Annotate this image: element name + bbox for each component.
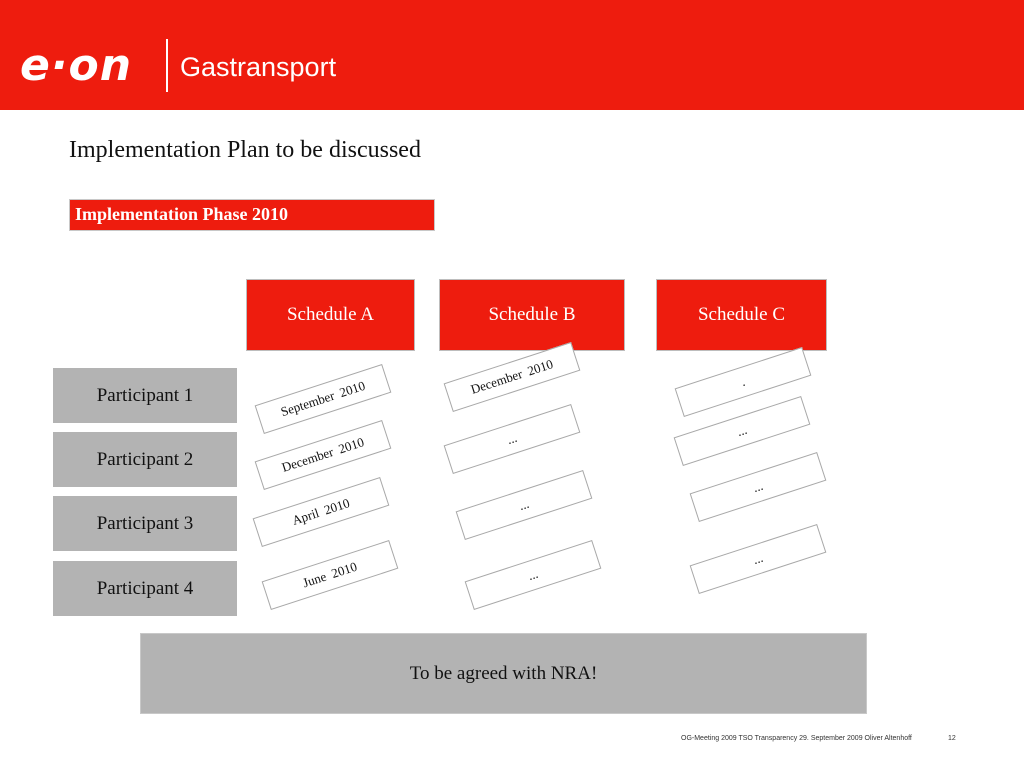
cell-a-1: September 2010: [255, 364, 392, 434]
cell-c-3: ...: [690, 452, 827, 522]
participant-1: Participant 1: [52, 367, 238, 424]
cell-b-2: ...: [444, 404, 581, 474]
cell-c-1: .: [675, 347, 812, 417]
cell-a-2: December 2010: [255, 420, 392, 490]
participant-4: Participant 4: [52, 560, 238, 617]
footer-text: OG-Meeting 2009 TSO Transparency 29. September 2009 Oliver Altenhoff: [681, 735, 912, 742]
brand-name: Gastransport: [180, 52, 337, 82]
schedule-b-header: Schedule B: [439, 279, 625, 351]
logo-divider: [166, 39, 168, 92]
participant-3: Participant 3: [52, 495, 238, 552]
phase-label: Implementation Phase 2010: [75, 204, 288, 224]
page-number: 12: [948, 735, 956, 742]
cell-a-4: June 2010: [262, 540, 399, 610]
phase-banner: [69, 199, 435, 231]
schedule-c-header: Schedule C: [656, 279, 827, 351]
cell-c-4: ...: [690, 524, 827, 594]
cell-c-2: ...: [674, 396, 811, 466]
eon-logo: e·on: [20, 40, 133, 91]
cell-a-3: April 2010: [253, 477, 390, 547]
cell-b-4: ...: [465, 540, 602, 610]
nra-note-box: To be agreed with NRA!: [140, 633, 867, 714]
schedule-a-header: Schedule A: [246, 279, 415, 351]
cell-b-1: December 2010: [444, 342, 581, 412]
participant-2: Participant 2: [52, 431, 238, 488]
cell-b-3: ...: [456, 470, 593, 540]
slide-title: Implementation Plan to be discussed: [69, 137, 421, 163]
header-bar: [0, 0, 1024, 110]
